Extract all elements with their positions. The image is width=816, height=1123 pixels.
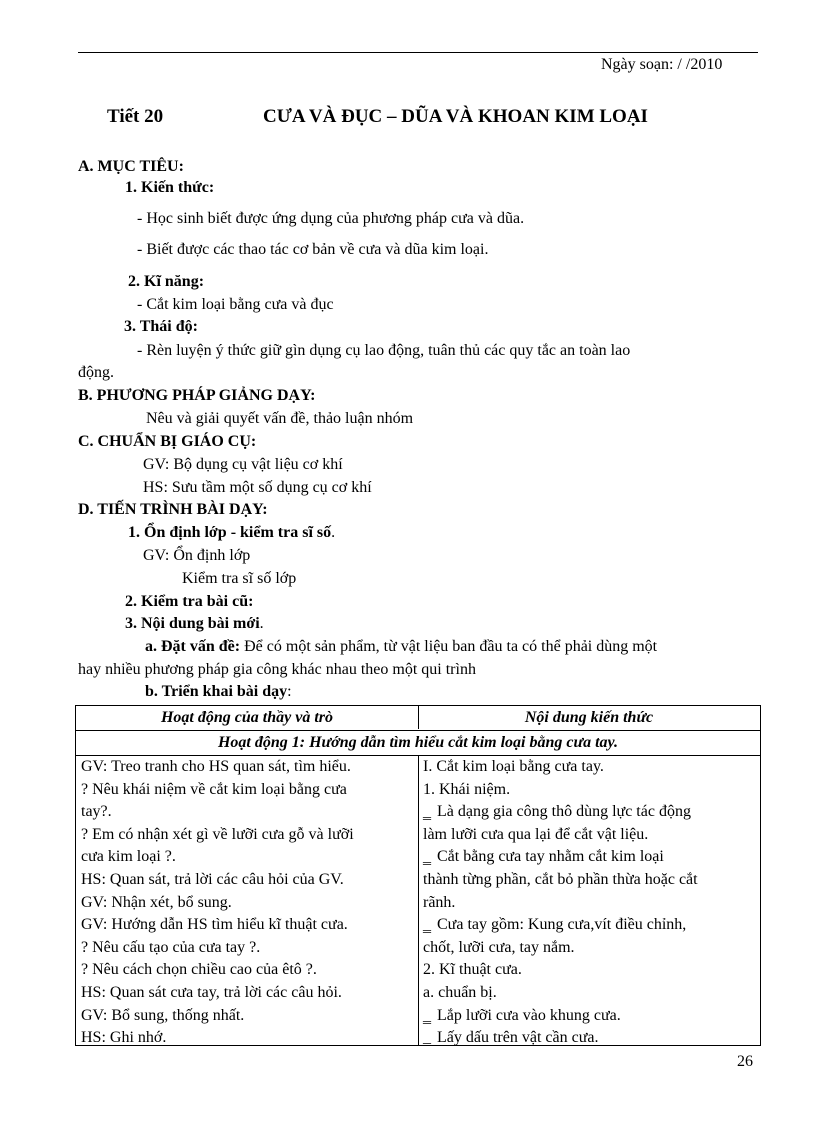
step3-a-text: Để có một sản phẩm, từ vật liệu ban đầu ta có thể phải dùng một: [240, 638, 658, 655]
right-line-bulleted: [423, 801, 698, 824]
skills-heading: 2. Kĩ năng:: [128, 273, 205, 290]
bullet-icon: ‗: [423, 1006, 431, 1024]
table-header-right: Nội dung kiến thức: [524, 709, 654, 726]
step2-heading: 2. Kiểm tra bài cũ:: [125, 593, 254, 610]
right-line: chốt, lưỡi cưa, tay nắm.: [423, 938, 575, 956]
table-left-column: [81, 756, 354, 1050]
step3-b-heading: [145, 682, 292, 702]
left-line: HS: Quan sát cưa tay, trả lời các câu hỏi.: [81, 983, 342, 1001]
right-line: 2. Kĩ thuật cưa.: [423, 961, 522, 979]
skills-item: - Cắt kim loại bằng cưa và đục: [137, 296, 334, 313]
section-c-hs: HS: Sưu tầm một số dụng cụ cơ khí: [143, 479, 372, 496]
table-header-divider: [76, 730, 760, 731]
left-line: GV: Nhận xét, bổ sung.: [81, 893, 232, 911]
step1-heading: [128, 523, 335, 543]
right-line-bulleted: [423, 1027, 698, 1050]
step1-heading-text: 1. Ổn định lớp - kiểm tra sĩ số: [128, 524, 332, 541]
left-line: HS: Ghi nhớ.: [81, 1029, 167, 1047]
bullet-icon: ‗: [423, 848, 431, 866]
attitude-item-line1: - Rèn luyện ý thức giữ gìn dụng cụ lao động, tuân thủ các quy tắc an toàn lao: [137, 342, 631, 359]
step3-b-label: b. Triển khai bài dạy: [145, 683, 288, 700]
table-column-divider: [418, 755, 419, 1045]
left-line: tay?.: [81, 803, 112, 821]
right-line-bulleted: [423, 846, 698, 869]
step3-heading-tail: .: [259, 615, 264, 632]
section-d-heading: D. TIẾN TRÌNH BÀI DẠY:: [78, 501, 268, 518]
step3-heading: [125, 614, 264, 634]
left-line: ? Nêu cách chọn chiều cao của êtô ?.: [81, 961, 317, 979]
date-label: Ngày soạn: / /2010: [601, 56, 723, 73]
left-line: HS: Quan sát, trả lời các câu hỏi của GV.: [81, 870, 344, 888]
step1-line1: GV: Ổn định lớp: [143, 547, 251, 564]
lesson-table: [75, 705, 761, 1046]
step1-line2: Kiểm tra sĩ số lớp: [182, 570, 297, 587]
right-line-bulleted: [423, 1005, 698, 1028]
right-line: a. chuẩn bị.: [423, 983, 497, 1001]
left-line: ? Nêu khái niệm về cắt kim loại bằng cưa: [81, 780, 347, 798]
attitude-item-line2: động.: [78, 364, 114, 381]
right-line: 1. Khái niệm.: [423, 780, 511, 798]
left-line: ? Em có nhận xét gì về lưỡi cưa gỗ và lưỡi: [81, 825, 354, 843]
right-line-text: Lắp lưỡi cưa vào khung cưa.: [437, 1006, 621, 1024]
right-line-text: Là dạng gia công thô dùng lực tác động: [437, 803, 691, 821]
right-line-bulleted: [423, 914, 698, 937]
left-line: cưa kim loại ?.: [81, 848, 176, 866]
bullet-icon: ‗: [423, 916, 431, 934]
knowledge-item: - Học sinh biết được ứng dụng của phương pháp cưa và dũa.: [137, 210, 525, 227]
left-line: GV: Hướng dẫn HS tìm hiểu kĩ thuật cưa.: [81, 916, 348, 934]
left-line: ? Nêu cấu tạo của cưa tay ?.: [81, 938, 261, 956]
activity-title: Hoạt động 1: Hướng dẫn tìm hiểu cắt kim loại bằng cưa tay.: [217, 734, 619, 751]
right-line: I. Cắt kim loại bằng cưa tay.: [423, 758, 604, 775]
bullet-icon: ‗: [423, 803, 431, 821]
table-right-column: [423, 756, 698, 1050]
step3-heading-text: 3. Nội dung bài mới: [125, 615, 260, 632]
table-header-left: Hoạt động của thầy và trò: [160, 709, 333, 726]
lesson-title: CƯA VÀ ĐỤC – DŨA VÀ KHOAN KIM LOẠI: [263, 106, 648, 127]
right-line-text: Cưa tay gồm: Kung cưa,vít điều chỉnh,: [437, 916, 687, 934]
left-line: GV: Treo tranh cho HS quan sát, tìm hiểu.: [81, 758, 351, 775]
right-line: thành từng phần, cắt bỏ phần thừa hoặc cắt: [423, 870, 698, 888]
section-a-heading: A. MỤC TIÊU:: [78, 158, 184, 175]
attitude-heading: 3. Thái độ:: [124, 318, 198, 335]
step3-b-tail: :: [287, 683, 292, 700]
right-line: làm lưỡi cưa qua lại để cắt vật liệu.: [423, 825, 649, 843]
right-line-text: Cắt bằng cưa tay nhằm cắt kim loại: [437, 848, 664, 866]
bullet-icon: ‗: [423, 1029, 431, 1047]
section-c-heading: C. CHUẨN BỊ GIÁO CỤ:: [78, 433, 257, 450]
section-c-gv: GV: Bộ dụng cụ vật liệu cơ khí: [143, 456, 343, 473]
page-number: 26: [737, 1053, 753, 1070]
section-b-content: Nêu và giải quyết vấn đề, thảo luận nhóm: [146, 410, 414, 427]
step1-heading-tail: .: [331, 524, 336, 541]
right-line-text: Lấy dấu trên vật cần cưa.: [437, 1029, 599, 1047]
step3-a-label: a. Đặt vấn đề:: [145, 638, 241, 655]
knowledge-item: - Biết được các thao tác cơ bản về cưa và dũa kim loại.: [137, 241, 489, 258]
step3-a-line1: [145, 637, 657, 657]
knowledge-heading: 1. Kiến thức:: [125, 179, 215, 196]
section-b-heading: B. PHƯƠNG PHÁP GIẢNG DẠY:: [78, 387, 316, 404]
right-line: rãnh.: [423, 893, 456, 911]
step3-a-line2: hay nhiều phương pháp gia công khác nhau theo một qui trình: [78, 661, 476, 678]
lesson-number: Tiết 20: [107, 106, 164, 127]
top-rule: [78, 52, 758, 53]
left-line: GV: Bổ sung, thống nhất.: [81, 1006, 245, 1024]
